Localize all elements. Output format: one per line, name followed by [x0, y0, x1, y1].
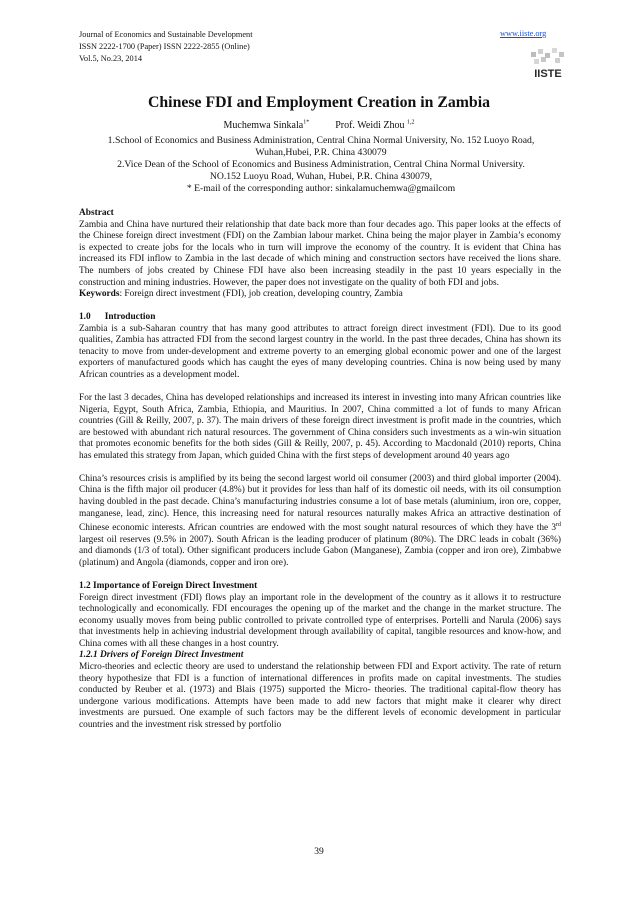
section-1-2-1-text: Micro-theories and eclectic theory are used to understand the relationship between FDI and Export activity. The rate of return theory hypothesize that FDI is a function of international differences in profits made on capital investments. The studies conducted by Reuber et al. (1973) and Blais (1975) supported the Micro- theories. The traditional capital-flow theory has undergone various modifications. Attempts have been made to add new factors that might make it clearer why direct investments are pursued. One example of such factors may be the different levels of economic development in particular countries and the investment risk stressed by portfolio — [79, 662, 561, 731]
journal-name: Journal of Economics and Sustainable Development — [79, 30, 253, 39]
intro-paragraph-2: For the last 3 decades, China has developed relationships and increased its interest in investing into many African countries like Nigeria, Egypt, South Africa, Zambia, Ethiopia, and Mauritius. In 2007, China committed a lot of funds to many African countries (Gill & Reilly, 2007, p. 37). The main drivers of these foreign direct investment is profit made in the countries, which are bestowed with abundant rich natural resources. The government of China considers such investments as a win-win situation that promotes economic benefits for the both sides (Gill & Reilly, 2007, p. 45). According to Macdonald (2010) reports, China has emulated this strategy from Japan, which guided China with the first steps of development around 40 years ago — [79, 392, 561, 461]
section-1-2-1-heading: 1.2.1 Drivers of Foreign Direct Investment — [79, 650, 244, 661]
intro-text-3a: China’s resources crisis is amplified by its being the second largest world oil consumer (2003) and third global importer (2004). China is the fifth major oil producer (4.8%) but it provides for less than half of its domestic oil needs, with its oil consumption having doubled in the past decade. China’s manufacturing industries consume a lot of base metals (aluminium, iron ore, copper, manganese, lead, zinc). Hence, this increasing need for natural resources naturally makes Africa an attractive destination of Chinese economic interests. African countries are endowed with the most sought natural resources of which they have the 3 — [79, 473, 561, 534]
intro-text-3b: largest oil reserves (9.5% in 2007). South African is the leading producer of platinum (80%). The DRC leads in cobalt (36%) and diamonds (1/3 of total). Other significant producers include Gabon (Manganese), Zambia (copper and iron ore), Zimbabwe (platinum) and Angola (diamonds, copper and iron ore). — [79, 534, 561, 569]
author-2: Prof. Weidi Zhou — [335, 120, 405, 131]
intro-number: 1.0 — [79, 312, 91, 323]
abstract-text: Zambia and China have nurtured their relationship that date back more than four decades ago. This paper looks at the effects of the Chinese foreign direct investment (FDI) on the Zambian labour market. China being the major player in Zambia’s economy is expected to create jobs for the locals who in turn will improve the economy of the country. It is evident that China has increased its FDI inflow to Zambia in the last decade of which mining and construction sectors have received the lions share. The numbers of jobs created by Chinese FDI have also been increasing steadily in the past 10 years especially in the construction and mining industries. However, the paper does not investigate on the quality of both FDI and jobs. — [79, 219, 561, 288]
corresponding-email: * E-mail of the corresponding author: sinkalamuchemwa@gmailcom — [186, 183, 456, 195]
affiliation-line: 2.Vice Dean of the School of Economics and Business Administration, Central China Normal University. — [117, 159, 525, 171]
keywords-label: Keywords — [79, 289, 120, 300]
author-line — [0, 120, 638, 131]
author-2-marker: 1,2 — [407, 119, 415, 126]
affiliations — [66, 135, 576, 195]
paper-title: Chinese FDI and Employment Creation in Zambia — [147, 94, 490, 111]
author-1: Muchemwa Sinkala — [223, 120, 304, 131]
page-number: 39 — [314, 847, 324, 857]
section-1-2-text: Foreign direct investment (FDI) flows play an important role in the development of the country as it allows it to restructure technologically and economically. FDI encourages the opening up of the market and the change in the market structure. The economy usually moves from being public controlled to private controlled type of enterprises. Portelli and Narula (2006) says that investments help in achieving industrial development through availability of capital, tangible resources and know-how, and China comes with all these changes in a host country. — [79, 592, 561, 649]
journal-header — [79, 29, 253, 65]
affiliation-line: 1.School of Economics and Business Administration, Central China Normal University, No. 152 Luoyo Road, — [107, 135, 535, 146]
journal-issn: ISSN 2222-1700 (Paper) ISSN 2222-2855 (Online) — [79, 42, 250, 51]
intro-text-1: Zambia is a sub-Saharan country that has many good attributes to attract foreign direct investment (FDI). Due to its good qualities, Zambia has attracted FDI from the second largest country in the world. In the past three decades, China has shown its tenacity to move from under-development and extreme poverty to an emerging global economic power and one of the largest exporters of manufactured goods which has caught the eyes of many developing countries. China is now being used by many African countries as a development model. — [79, 323, 561, 381]
keywords-text: : Foreign direct investment (FDI), job creation, developing country, Zambia — [119, 289, 403, 300]
intro-paragraph-3 — [79, 474, 561, 570]
abstract-heading: Abstract — [79, 208, 114, 218]
logo-lettering: IISTE — [534, 68, 562, 80]
abstract — [79, 208, 561, 301]
iiste-logo — [529, 46, 567, 82]
section-1-2-heading: 1.2 Importance of Foreign Direct Investment — [79, 580, 258, 591]
journal-url-link[interactable]: www.iiste.org — [500, 29, 547, 38]
affiliation-line: Wuhan,Hubei, P.R. China 430079 — [255, 147, 387, 159]
journal-volume: Vol.5, No.23, 2014 — [79, 54, 142, 63]
affiliation-line: NO.152 Luoyu Road, Wuhan, Hubei, P.R. China 430079, — [209, 171, 433, 183]
intro-paragraph-1 — [79, 312, 561, 382]
author-1-marker: 1* — [303, 119, 310, 126]
superscript-rd: rd — [556, 522, 561, 529]
section-1-2 — [79, 581, 561, 651]
intro-heading-text: Introduction — [104, 312, 156, 323]
section-1-2-1 — [79, 650, 561, 731]
paper-body — [79, 208, 561, 732]
intro-heading — [79, 312, 561, 324]
